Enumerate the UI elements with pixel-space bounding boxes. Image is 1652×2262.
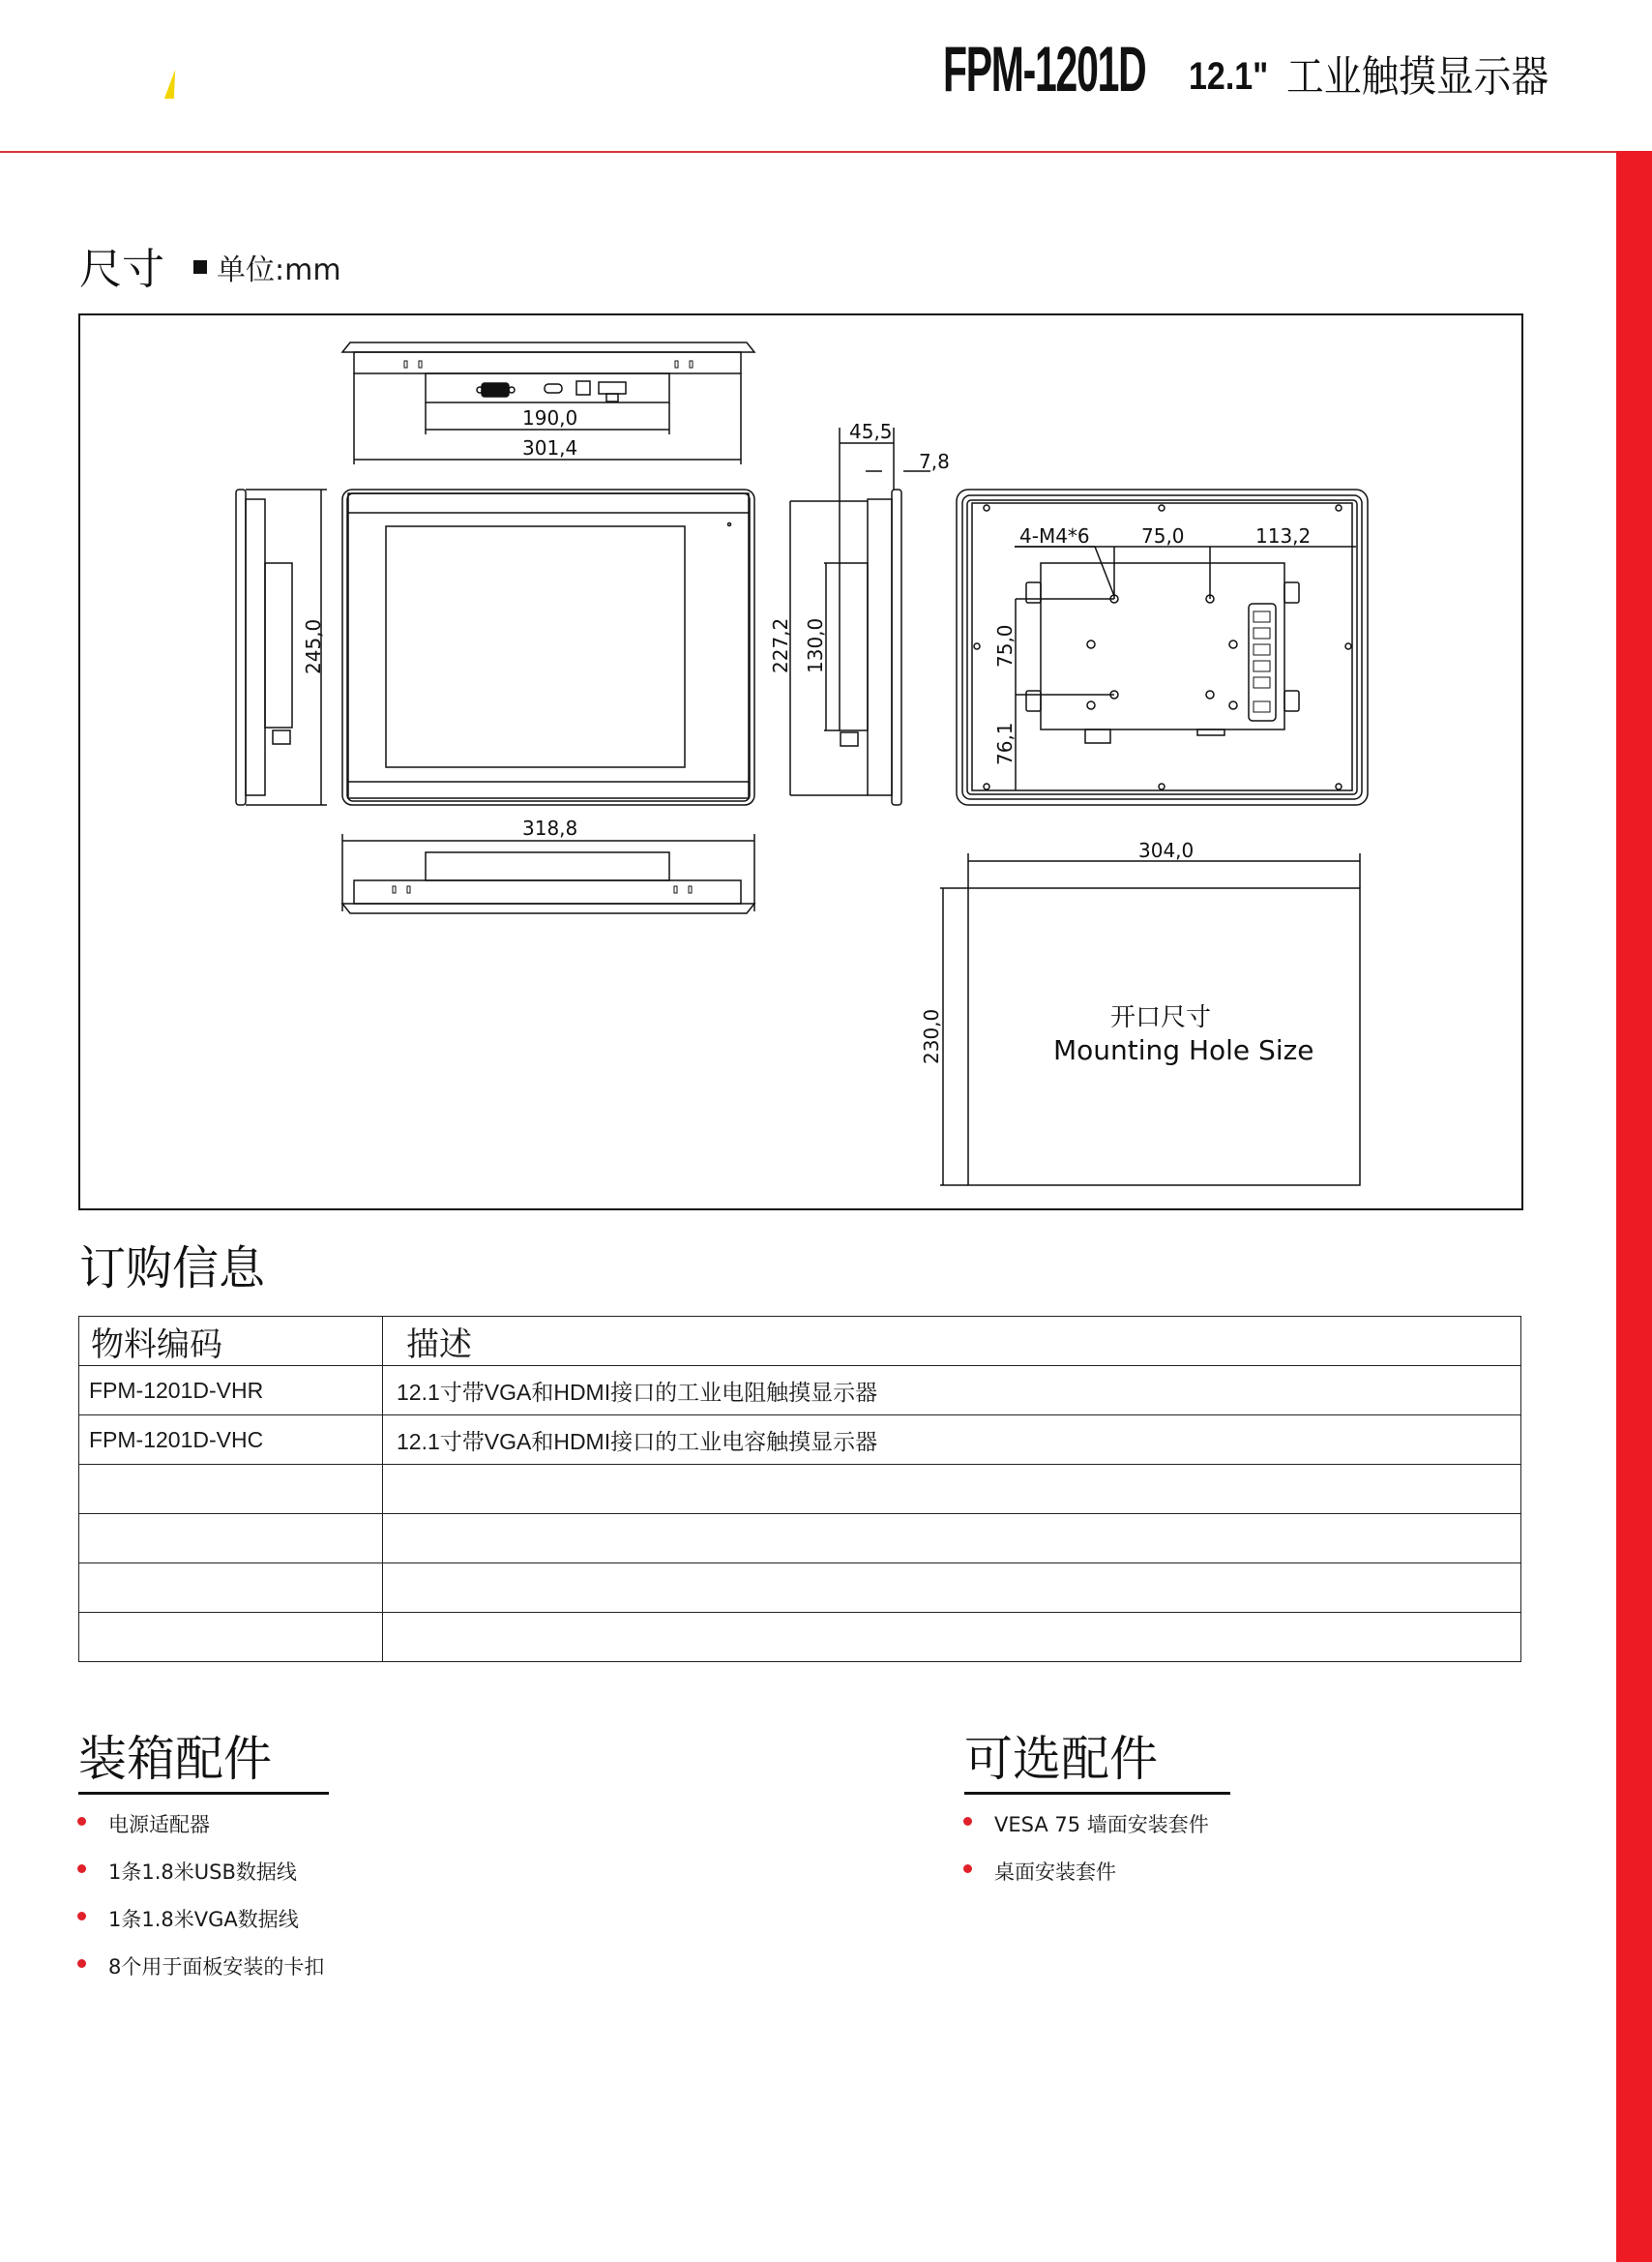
part-number-cell <box>79 1613 383 1662</box>
product-name: 工业触摸显示器 <box>1285 51 1549 102</box>
dim-bezel-depth: 7,8 <box>919 450 950 473</box>
dim-vesa-horizontal: 75,0 <box>1141 524 1185 548</box>
dim-cutout-width: 304,0 <box>1138 839 1195 862</box>
cutout-label-en: Mounting Hole Size <box>1053 1034 1314 1066</box>
part-number-cell <box>79 1465 383 1514</box>
dim-top-inner-width: 190,0 <box>522 406 578 430</box>
description-cell: 12.1寸带VGA和HDMI接口的工业电容触摸显示器 <box>383 1415 1521 1465</box>
description-cell <box>383 1563 1521 1613</box>
dim-depth-total: 45,5 <box>849 420 893 443</box>
power-port-icon <box>599 382 626 394</box>
list-item: 1条1.8米USB数据线 <box>77 1847 324 1894</box>
list-item: 1条1.8米VGA数据线 <box>77 1894 324 1942</box>
cutout-label-cn: 开口尺寸 <box>1110 1003 1212 1032</box>
dim-side-height: 245,0 <box>302 618 325 674</box>
vga-port-icon <box>482 383 509 397</box>
list-item: 8个用于面板安装的卡扣 <box>77 1942 324 1989</box>
dim-right-side-height: 227,2 <box>769 617 792 673</box>
part-number-cell: FPM-1201D-VHR <box>79 1366 383 1415</box>
model-number: FPM-1201D <box>943 33 1146 104</box>
column-header-description: 描述 <box>383 1317 1521 1366</box>
screen-area <box>386 526 685 767</box>
front-view <box>342 490 754 805</box>
unit-text: 单位:mm <box>217 253 341 287</box>
header-divider <box>0 151 1616 153</box>
table-header-row <box>79 1317 1521 1366</box>
dim-vesa-vertical: 75,0 <box>993 624 1017 668</box>
dim-edge-offset-horizontal: 113,2 <box>1255 524 1312 548</box>
description-cell: 12.1寸带VGA和HDMI接口的工业电阻触摸显示器 <box>383 1366 1521 1415</box>
screen-size: 12.1" <box>1189 55 1269 98</box>
table-row <box>79 1563 1521 1613</box>
packing-list <box>77 1800 324 1989</box>
bottom-view <box>342 834 754 913</box>
unit-label <box>193 246 341 288</box>
ordering-title: 订购信息 <box>79 1241 266 1295</box>
technical-drawing <box>80 315 1525 1212</box>
dim-box-height: 130,0 <box>804 617 827 673</box>
packing-title: 装箱配件 <box>78 1731 272 1787</box>
description-cell <box>383 1613 1521 1662</box>
packing-title-underline <box>78 1792 329 1795</box>
dimensions-title: 尺寸 <box>79 245 164 294</box>
description-cell <box>383 1514 1521 1563</box>
optional-list <box>963 1800 1209 1894</box>
hdmi-port-icon <box>545 384 562 393</box>
optional-title: 可选配件 <box>964 1731 1158 1787</box>
table-row <box>79 1514 1521 1563</box>
list-item: 电源适配器 <box>77 1800 324 1847</box>
dim-top-outer-width: 301,4 <box>522 436 578 460</box>
table-row <box>79 1465 1521 1514</box>
usb-port-icon <box>576 381 590 395</box>
product-title <box>943 33 1584 104</box>
column-header-part-number: 物料编码 <box>79 1317 383 1366</box>
table-row <box>79 1613 1521 1662</box>
dim-edge-offset-vertical: 76,1 <box>993 722 1017 765</box>
dim-screw-spec: 4-M4*6 <box>1019 524 1090 548</box>
ordering-table <box>78 1316 1521 1662</box>
part-number-cell: FPM-1201D-VHC <box>79 1415 383 1465</box>
square-bullet-icon <box>193 260 207 274</box>
mounting-screws <box>974 505 1351 789</box>
description-cell <box>383 1465 1521 1514</box>
list-item: 桌面安装套件 <box>963 1847 1209 1894</box>
dimension-drawing <box>78 313 1523 1210</box>
dim-cutout-height: 230,0 <box>920 1008 943 1064</box>
osd-button-panel <box>1249 604 1276 721</box>
table-row <box>79 1366 1521 1415</box>
part-number-cell <box>79 1563 383 1613</box>
part-number-cell <box>79 1514 383 1563</box>
right-side-view <box>790 428 930 805</box>
optional-title-underline <box>964 1792 1230 1795</box>
brand-logo-mark <box>164 70 178 99</box>
rear-housing <box>1041 563 1284 729</box>
vesa-holes <box>1087 595 1237 709</box>
list-item: VESA 75 墙面安装套件 <box>963 1800 1209 1847</box>
table-row <box>79 1415 1521 1465</box>
dim-front-width: 318,8 <box>522 817 578 840</box>
accent-side-strip <box>1616 151 1652 2262</box>
